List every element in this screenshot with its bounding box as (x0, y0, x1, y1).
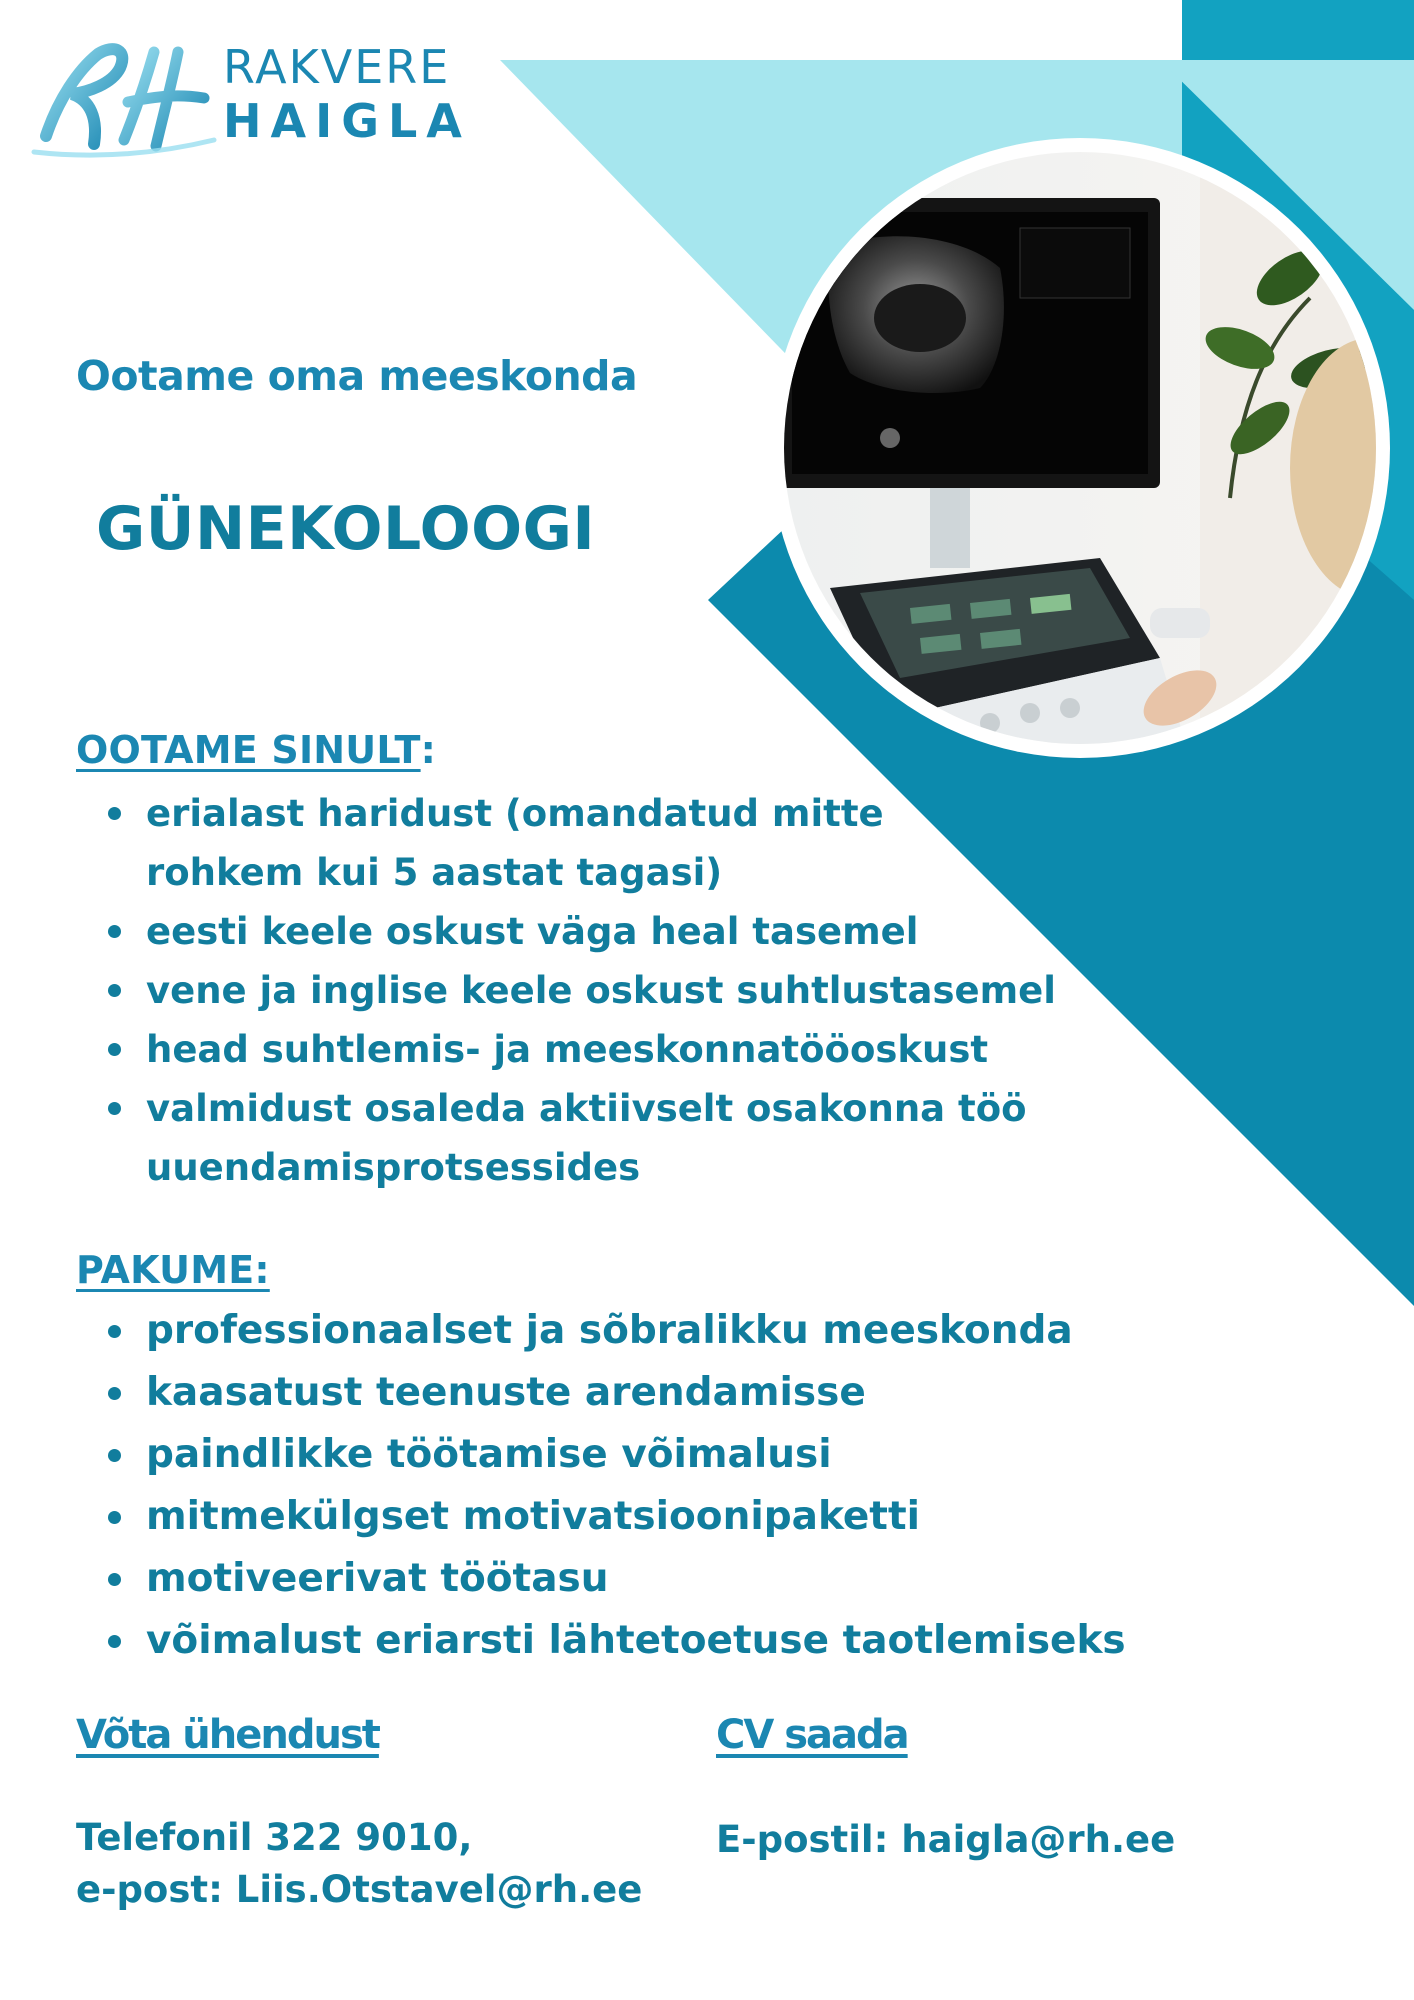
requirements-list (100, 784, 1060, 1197)
offers-heading: PAKUME: (76, 1248, 270, 1292)
offer-item: kaasatust teenuste arendamisse (100, 1362, 1200, 1424)
intro-heading: Ootame oma meeskonda (76, 352, 638, 400)
requirement-item: eesti keele oskust väga heal tasemel (100, 902, 1060, 961)
requirements-heading (76, 728, 436, 772)
cv-details (716, 1814, 1175, 1866)
logo-line-haigla: HAIGLA (223, 94, 471, 148)
requirement-item: head suhtlemis- ja meeskonnatööoskust (100, 1020, 1060, 1079)
offer-item: võimalust eriarsti lähtetoetuse taotlemiseks (100, 1610, 1200, 1672)
requirement-item: vene ja inglise keele oskust suhtlustasemel (100, 961, 1060, 1020)
offer-item: mitmekülgset motivatsioonipaketti (100, 1486, 1200, 1548)
logo-line-rakvere: RAKVERE (223, 40, 451, 94)
contact-heading: Võta ühendust (76, 1712, 379, 1758)
offer-item: professionaalset ja sõbralikku meeskonda (100, 1300, 1200, 1362)
hospital-logo (28, 40, 471, 160)
cv-heading: CV saada (716, 1712, 908, 1758)
requirements-heading-text: OOTAME SINULT (76, 728, 421, 772)
requirements-heading-colon: : (420, 728, 437, 772)
ultrasound-photo (770, 138, 1390, 758)
contact-phone: Telefonil 322 9010, (76, 1816, 473, 1859)
cv-email-link[interactable]: E-postil: haigla@rh.ee (716, 1818, 1176, 1861)
offers-list (100, 1300, 1200, 1672)
offer-item: paindlikke töötamise võimalusi (100, 1424, 1200, 1486)
contact-details (76, 1812, 642, 1916)
requirement-item: valmidust osaleda aktiivselt osakonna töö uuendamisprotsessides (100, 1079, 1046, 1197)
requirement-item: erialast haridust (omandatud mitte rohkem kui 5 aastat tagasi) (100, 784, 946, 902)
logo-wordmark (223, 40, 471, 148)
rh-monogram-icon (28, 40, 218, 160)
contact-email-link[interactable]: e-post: Liis.Otstavel@rh.ee (76, 1868, 643, 1911)
offer-item: motiveerivat töötasu (100, 1548, 1200, 1610)
job-title: GÜNEKOLOOGI (96, 494, 596, 564)
